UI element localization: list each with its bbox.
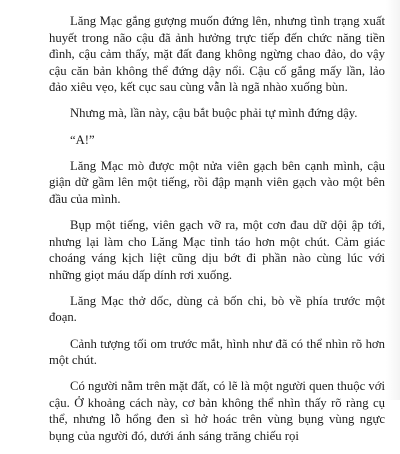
paragraph: Bụp một tiếng, viên gạch vỡ ra, một cơn đau dữ dội ập tới, nhưng lại làm cho Lăng Mạc tỉnh táo hơn một chút. Cảm giác choáng váng kịch liệt cũng dịu bớt đi phần nào cùng lúc với những giọt máu dấp dính rơi xuống.	[49, 217, 385, 282]
paragraph: Có người nằm trên mặt đất, có lẽ là một người quen thuộc với cậu. Ở khoảng cách này, cơ bản không thể nhìn thấy rõ ràng cụ thể, nhưng lỗ hổng đen sì hở hoác trên vùng bụng vùng ngực bụng của người đó, dưới ánh sáng trăng chiếu rọi	[49, 379, 385, 443]
page-body-text	[49, 13, 385, 454]
paragraph: “A!”	[70, 132, 95, 147]
paragraph: Nhưng mà, lần này, cậu bắt buộc phải tự mình đứng dậy.	[70, 106, 358, 121]
paragraph: Lăng Mạc gắng gượng muốn đứng lên, nhưng tình trạng xuất huyết trong não cậu đã ảnh hưởng trực tiếp đến chức năng tiền đình, cậu cảm thấy, mặt đất đang không ngừng chao đảo, do vậy cậu căn bản không thể đứng dậy nổi. Cậu cố gắng mấy lần, lảo đảo xiêu vẹo, kết cục sau cùng vẫn là ngã nhào xuống bùn.	[49, 14, 385, 95]
paragraph: Cảnh tượng tối om trước mắt, hình như đã có thể nhìn rõ hơn một chút.	[49, 336, 385, 368]
page-edge-shadow	[386, 0, 400, 400]
paragraph: Lăng Mạc thở dốc, dùng cả bốn chi, bò về phía trước một đoạn.	[49, 293, 385, 325]
paragraph: Lăng Mạc mò được một nửa viên gạch bên cạnh mình, cậu giận dữ gầm lên một tiếng, rồi đập mạnh viên gạch vào một bên đầu của mình.	[49, 158, 385, 206]
